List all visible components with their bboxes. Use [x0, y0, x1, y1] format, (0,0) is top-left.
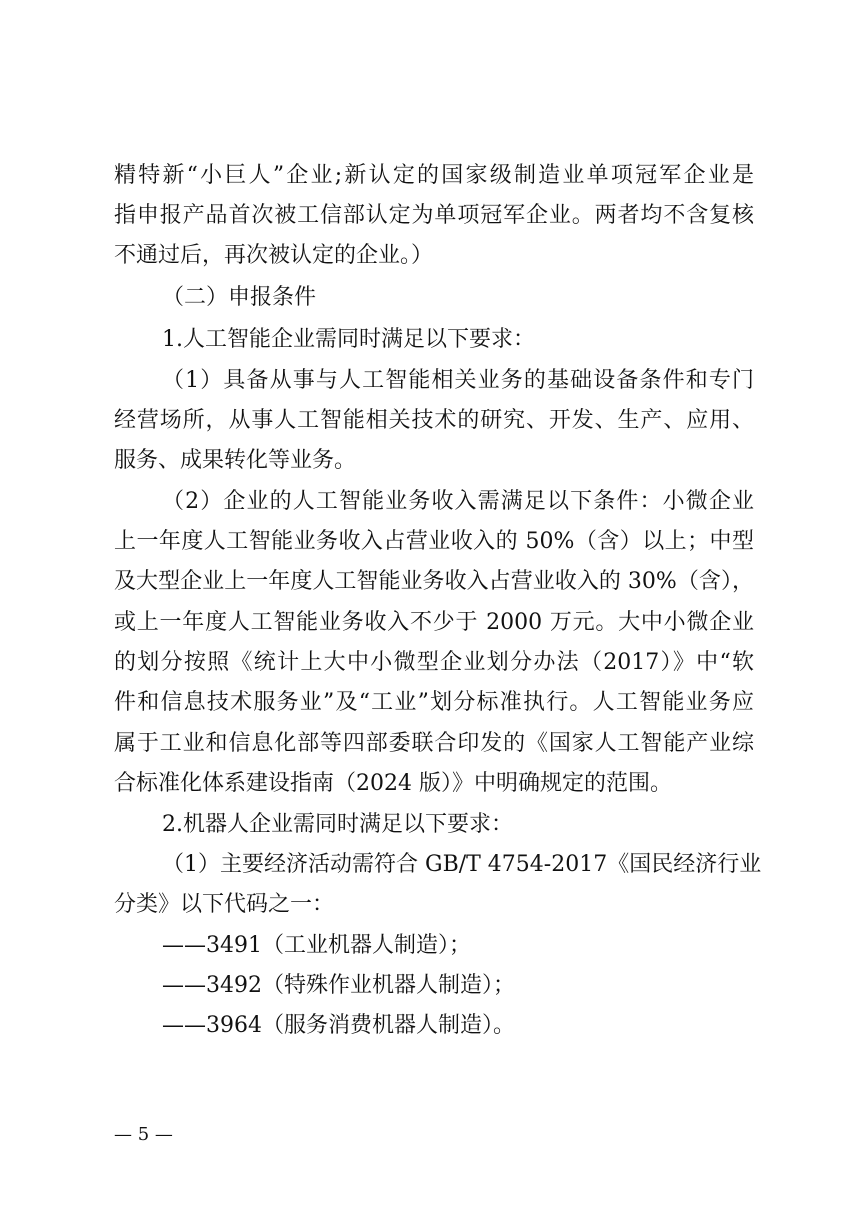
list-item: ——3492（特殊作业机器人制造）；: [162, 973, 515, 998]
paragraph-line: （2）企业的人工智能业务收入需满足以下条件：小微企业: [162, 489, 754, 514]
paragraph-line: （1）主要经济活动需符合 GB/T 4754-2017《国民经济行业: [162, 852, 762, 877]
paragraph-line: 合标准化体系建设指南（2024 版）》中明确规定的范围。: [114, 771, 672, 796]
paragraph-line: （1）具备从事与人工智能相关业务的基础设备条件和专门: [162, 368, 754, 393]
section-heading: （二）申报条件: [162, 285, 317, 310]
paragraph-line: 的划分按照《统计上大中小微型企业划分办法（2017）》中“软: [114, 650, 754, 675]
paragraph-line: 不通过后，再次被认定的企业。）: [114, 243, 434, 268]
paragraph-line: 经营场所，从事人工智能相关技术的研究、开发、生产、应用、: [114, 408, 754, 433]
paragraph-line: 或上一年度人工智能业务收入不少于 2000 万元。大中小微企业: [114, 610, 754, 635]
paragraph-line: 及大型企业上一年度人工智能业务收入占营业收入的 30%（含），: [114, 569, 754, 594]
paragraph-line: 服务、成果转化等业务。: [114, 448, 357, 473]
subsection-heading: 2.机器人企业需同时满足以下要求：: [162, 812, 513, 837]
paragraph-line: 精特新“小巨人”企业;新认定的国家级制造业单项冠军企业是: [114, 163, 754, 188]
paragraph-line: 上一年度人工智能业务收入占营业收入的 50%（含）以上；中型: [114, 529, 754, 554]
paragraph-line: 指申报产品首次被工信部认定为单项冠军企业。两者均不含复核: [114, 203, 754, 228]
page-number: — 5 —: [114, 1124, 173, 1145]
list-item: ——3491（工业机器人制造）；: [162, 933, 471, 958]
paragraph-line: 分类》以下代码之一：: [114, 892, 335, 917]
list-item: ——3964（服务消费机器人制造）。: [162, 1013, 515, 1038]
subsection-heading: 1.人工智能企业需同时满足以下要求：: [162, 327, 535, 352]
paragraph-line: 件和信息技术服务业”及“工业”划分标准执行。人工智能业务应: [114, 690, 754, 715]
paragraph-line: 属于工业和信息化部等四部委联合印发的《国家人工智能产业综: [114, 731, 754, 756]
